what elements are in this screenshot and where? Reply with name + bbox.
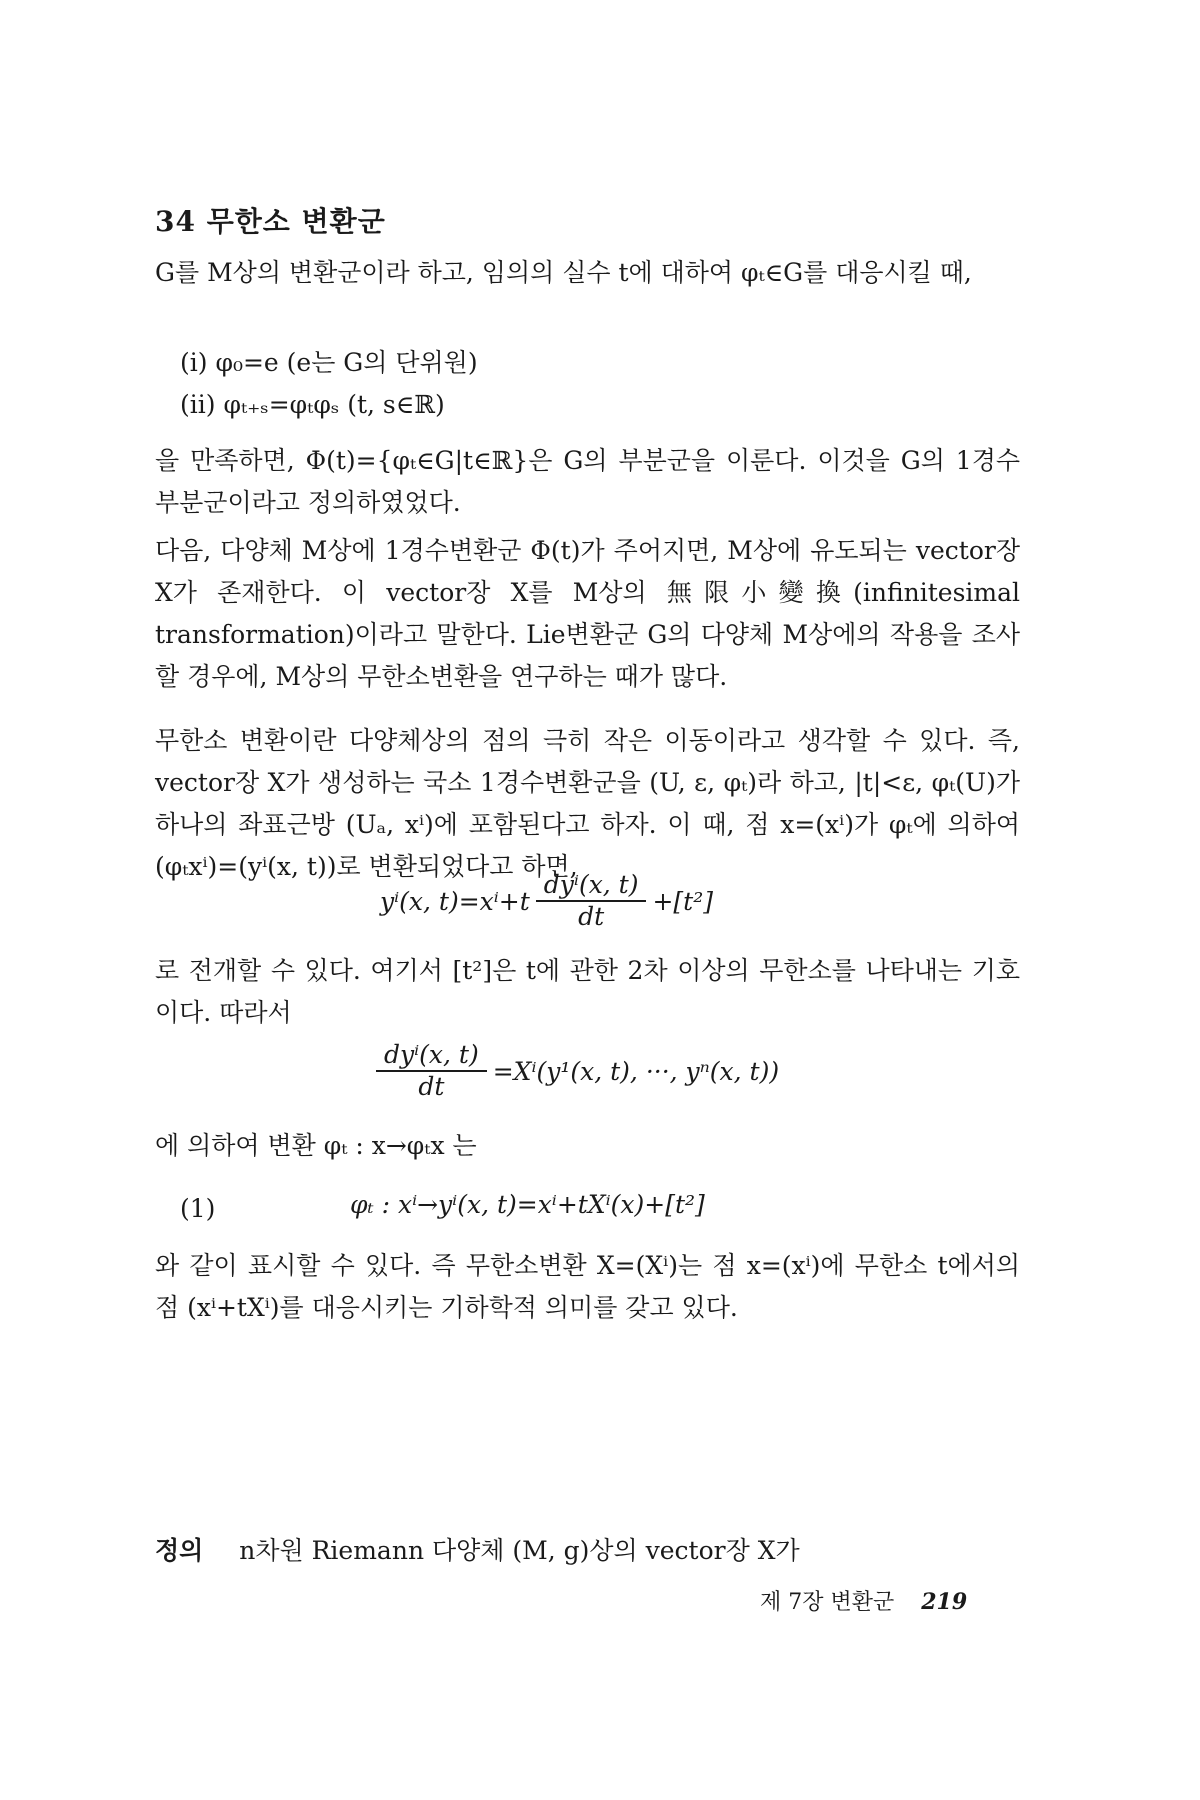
- eq1-rhs: +[t²]: [652, 886, 714, 916]
- paragraph-infinitesimal: 무한소 변환이란 다양체상의 점의 극히 작은 이동이라고 생각할 수 있다. 즉, vector장 X가 생성하는 국소 1경수변환군을 (U, ε, φₜ)라 하고, |t|<ε, φₜ(U)가 하나의 좌표근방 (Uₐ, xⁱ)에 포함된다고 하자. 이 때, 점 x=(xⁱ)가 φₜ에 의하여 (φₜxⁱ)=(yⁱ(x, t))로 변환되었다고 하면,: [155, 726, 1020, 881]
- eq2-denominator: dt: [418, 1072, 445, 1101]
- equation-1: [350, 1190, 705, 1219]
- paragraph-intro: G를 M상의 변환군이라 하고, 임의의 실수 t에 대하여 φₜ∈G를 대응시킬 때,: [155, 258, 972, 287]
- eq1-numerator: dyⁱ(x, t): [536, 870, 647, 902]
- page-number: 219: [921, 1589, 968, 1615]
- condition-i: (i) φ₀=e (e는 G의 단위원): [180, 348, 478, 377]
- definition-text: n차원 Riemann 다양체 (M, g)상의 vector장 X가: [239, 1536, 800, 1565]
- eq1-denominator: dt: [578, 902, 605, 931]
- eq2-fraction: [376, 1040, 487, 1102]
- eq2-rhs: =Xⁱ(y¹(x, t), ···, yⁿ(x, t)): [492, 1056, 780, 1086]
- eq2-numerator: dyⁱ(x, t): [376, 1040, 487, 1072]
- equation-derivative: [370, 1040, 779, 1102]
- paragraph-expansion: 로 전개할 수 있다. 여기서 [t²]은 t에 관한 2차 이상의 무한소를 나타내는 기호이다. 따라서: [155, 956, 1020, 1027]
- equation-expansion: [380, 870, 713, 932]
- paragraph-vector-field: 다음, 다양체 M상에 1경수변환군 Φ(t)가 주어지면, M상에 유도되는 vector장 X가 존재한다. 이 vector장 X를 M상의 無限小變換(infinitesimal transformation)이라고 말한다. Lie변환군 G의 다양체 M상에의 작용을 조사할 경우에, M상의 무한소변환을 연구하는 때가 많다.: [155, 536, 1020, 691]
- eq3-body: φₜ : xⁱ→yⁱ(x, t)=xⁱ+tXⁱ(x)+[t²]: [350, 1190, 705, 1219]
- definition-label: 정의: [155, 1536, 204, 1565]
- condition-ii: (ii) φₜ₊ₛ=φₜφₛ (t, s∈ℝ): [180, 390, 445, 419]
- chapter-label: 제 7장 변환군: [760, 1590, 895, 1615]
- paragraph-subgroup: 을 만족하면, Φ(t)={φₜ∈G|t∈ℝ}은 G의 부분군을 이룬다. 이것을 G의 1경수부분군이라고 정의하였었다.: [155, 446, 1020, 517]
- section-title: 34 무한소 변환군: [155, 205, 386, 238]
- page-footer: [760, 1585, 967, 1616]
- definition: [155, 1530, 800, 1572]
- eq1-lhs: yⁱ(x, t)=xⁱ+t: [380, 886, 530, 916]
- paragraph-transformation: 에 의하여 변환 φₜ : x→φₜx 는: [155, 1131, 477, 1160]
- equation-number: (1): [180, 1194, 216, 1223]
- eq1-fraction: [536, 870, 647, 932]
- paragraph-meaning: 와 같이 표시할 수 있다. 즉 무한소변환 X=(Xⁱ)는 점 x=(xⁱ)에 무한소 t에서의 점 (xⁱ+tXⁱ)를 대응시키는 기하학적 의미를 갖고 있다.: [155, 1251, 1020, 1322]
